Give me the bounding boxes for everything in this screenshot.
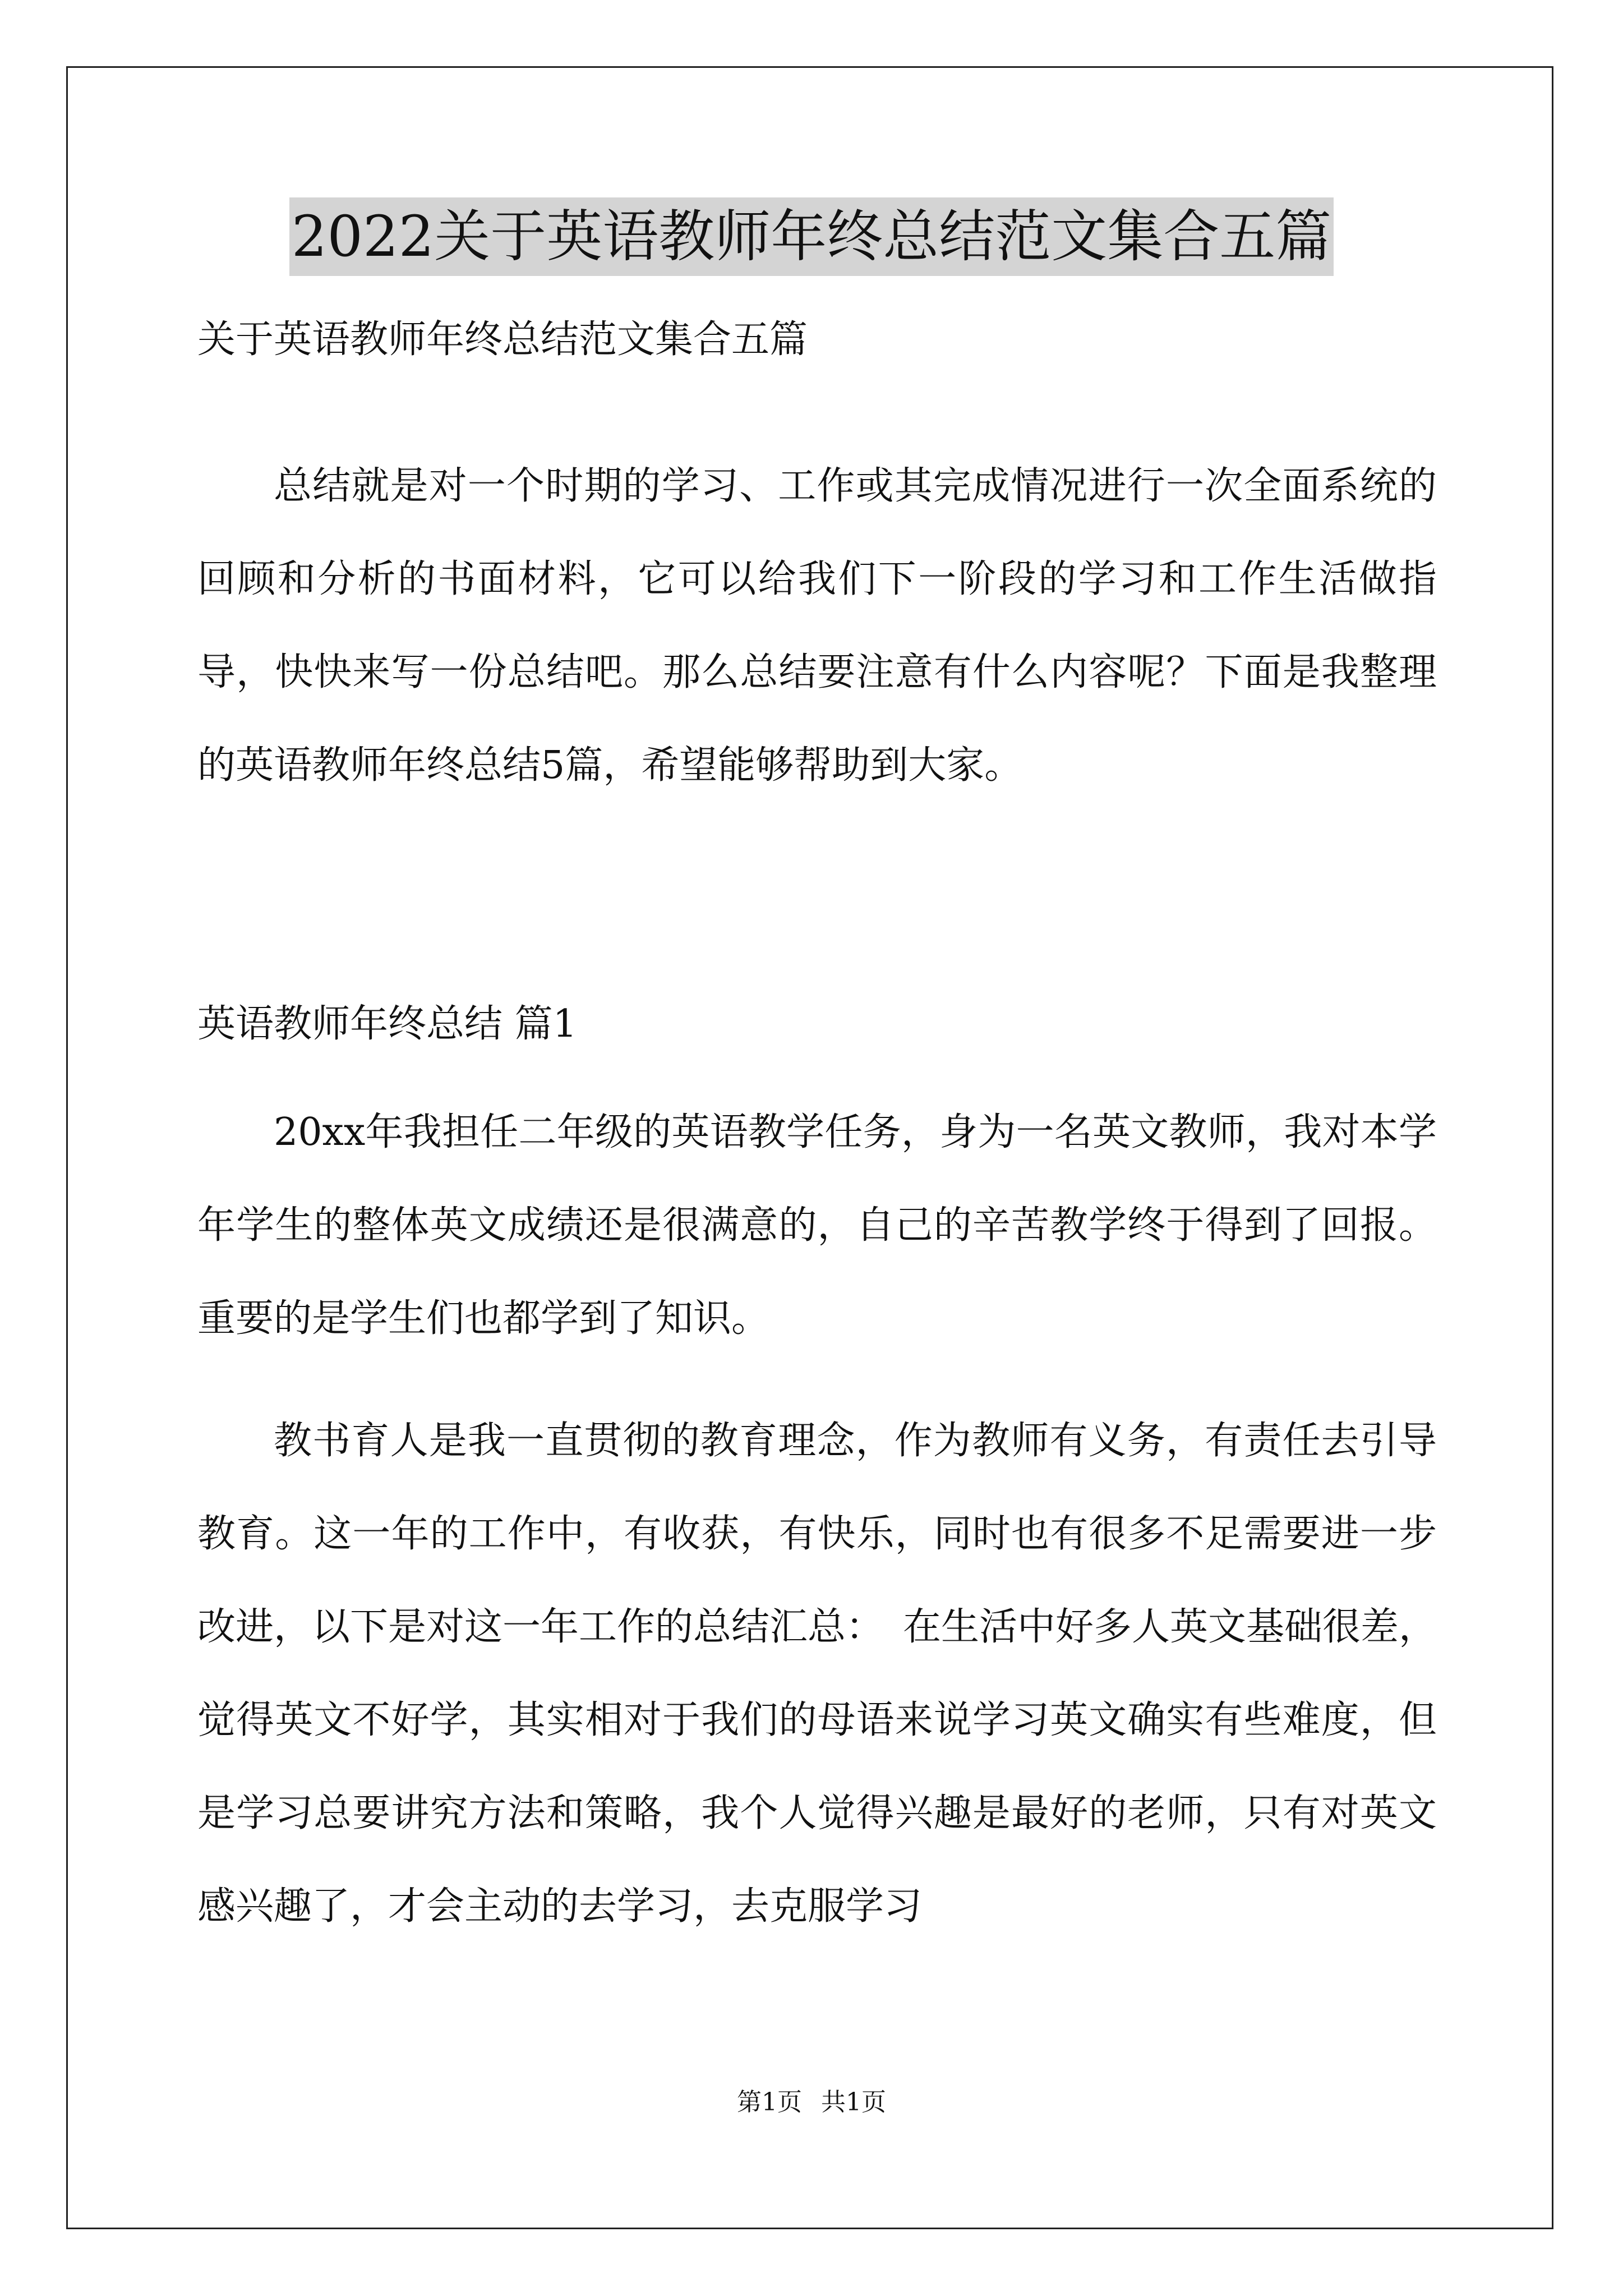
section-heading: 英语教师年终总结 篇1 — [197, 1002, 577, 1046]
body-paragraph-2: 教书育人是我一直贯彻的教育理念，作为教师有义务，有责任去引导教育。这一年的工作中，有收获，有快乐，同时也有很多不足需要进一步改进，以下是对这一年工作的总结汇总： 在生活中好多人英文基础很差，觉得英文不好学，其实相对于我们的母语来说学习英文确实有些难度，但是学习总要讲究方法和策略，我个人觉得兴趣是最好的老师，只有对英文感兴趣了，才会主动的去学习，去克服学习 — [197, 1419, 1437, 1929]
document-subtitle: 关于英语教师年终总结范文集合五篇 — [197, 318, 808, 362]
page-number-total: 共1页 — [821, 2088, 886, 2116]
body-paragraph-1: 20xx年我担任二年级的英语教学任务，身为一名英文教师，我对本学年学生的整体英文成绩还是很满意的，自己的辛苦教学终于得到了回报。重要的是学生们也都学到了知识。 — [197, 1110, 1437, 1341]
page-title: 2022关于英语教师年终总结范文集合五篇 — [289, 197, 1334, 276]
page-footer — [0, 2086, 1623, 2119]
title-container — [0, 197, 1623, 276]
intro-paragraph: 总结就是对一个时期的学习、工作或其完成情况进行一次全面系统的回顾和分析的书面材料，它可以给我们下一阶段的学习和工作生活做指导，快快来写一份总结吧。那么总结要注意有什么内容呢？下面是我整理的英语教师年终总结5篇，希望能够帮助到大家。 — [197, 464, 1437, 788]
page-number-current: 第1页 — [737, 2088, 802, 2116]
